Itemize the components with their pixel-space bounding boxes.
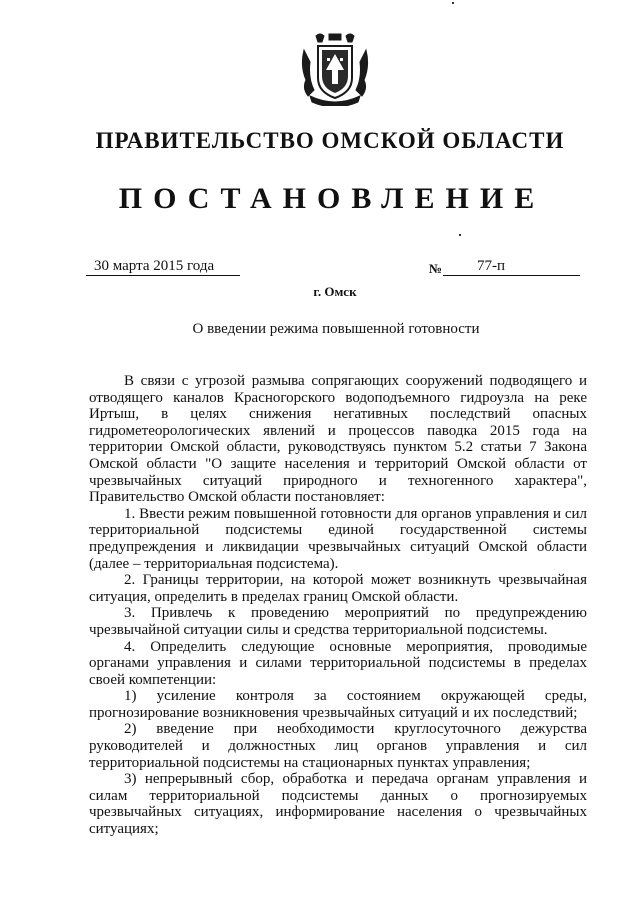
document-number: 77-п (443, 258, 580, 276)
coat-of-arms-icon (300, 32, 370, 106)
body-subitem-3: 3) непрерывный сбор, обработка и передача органам управления и силам территориальной подсистемы данных о прогнозируемых чрезвычайных ситуациях, информирование населения о чрезвычайных ситуациях; (89, 771, 587, 838)
document-date: 30 марта 2015 года (86, 258, 240, 276)
body-item-1: 1. Ввести режим повышенной готовности для органов управления и сил территориальной подсистемы единой государственной системы предупреждения и ликвидации чрезвычайных ситуаций Омской области (далее – территориальная подсистема). (89, 505, 587, 572)
document-subject: О введении режима повышенной готовности (192, 321, 480, 337)
scan-speck (452, 2, 454, 4)
preamble-paragraph: В связи с угрозой размыва сопрягающих сооружений подводящего и отводящего каналов Красногорского водоподъемного гидроузла на реке Иртыш, в целях снижения негативных последствий опасных гидрометеорологических явлений и процессов паводка 2015 года на территории Омской области, руководствуясь пунктом 5.2 статьи 7 Закона Омской области "О защите населения и территорий Омской области от чрезвычайных ситуаций природного и техногенного характера", Правительство Омской области постановляет: (89, 373, 587, 506)
body-item-3: 3. Привлечь к проведению мероприятий по предупреждению чрезвычайной ситуации силы и средства территориальной подсистемы. (89, 605, 587, 638)
document-type-heading: ПОСТАНОВЛЕНИЕ (118, 182, 546, 215)
body-subitem-1: 1) усиление контроля за состоянием окружающей среды, прогнозирование возникновения чрезвычайных ситуаций и их последствий; (89, 688, 587, 721)
organization-title: ПРАВИТЕЛЬСТВО ОМСКОЙ ОБЛАСТИ (95, 128, 565, 153)
body-item-4: 4. Определить следующие основные мероприятия, проводимые органами управления и силами территориальной подсистемы в пределах своей компетенции: (89, 638, 587, 688)
body-item-2: 2. Границы территории, на которой может возникнуть чрезвычайная ситуация, определить в пределах границ Омской области. (89, 572, 587, 605)
body-subitem-2: 2) введение при необходимости круглосуточного дежурства руководителей и должностных лиц органов управления и сил территориальной подсистемы на стационарных пунктах управления; (89, 721, 587, 771)
document-body (89, 373, 587, 838)
issue-city: г. Омск (313, 284, 357, 299)
number-label: № (429, 261, 443, 276)
scan-speck (459, 234, 461, 236)
